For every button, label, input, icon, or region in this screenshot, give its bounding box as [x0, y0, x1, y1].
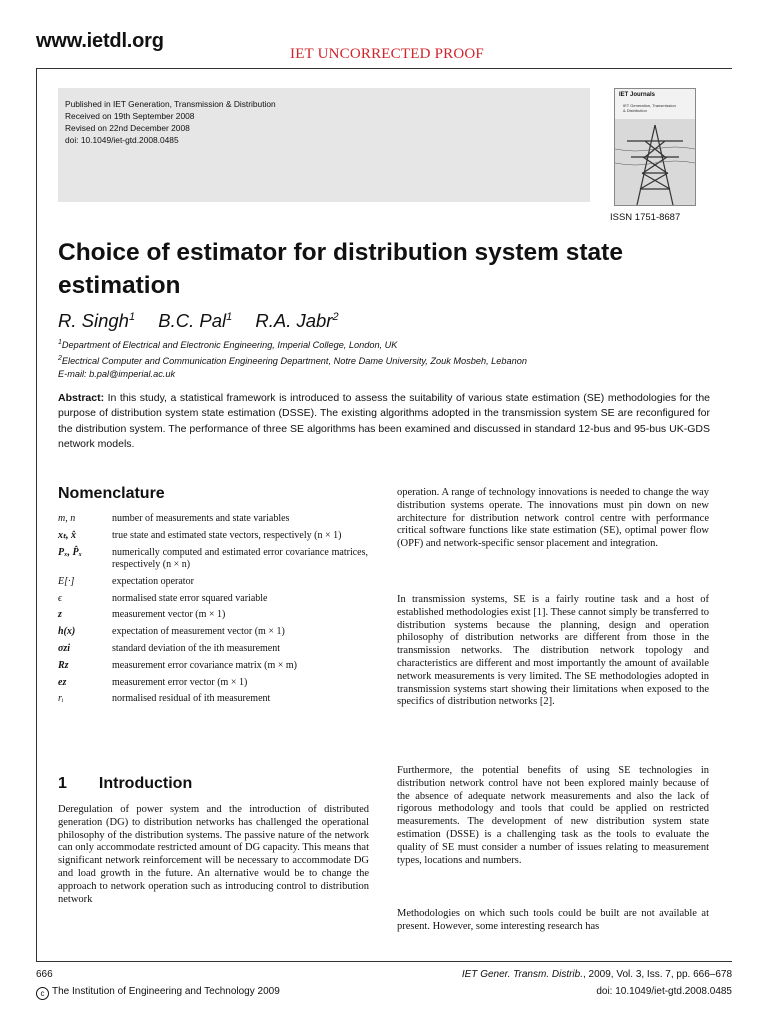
top-rule [36, 68, 732, 69]
nomenclature-item [58, 530, 368, 543]
author-name: R. Singh [58, 310, 129, 331]
nomenclature-symbol: ez [58, 676, 67, 688]
copyright-icon: c [36, 987, 49, 1000]
journal-name: IET Gener. Transm. Distrib. [461, 969, 583, 980]
nomenclature-description: measurement vector (m × 1) [112, 609, 226, 621]
nomenclature-description: normalised residual of ith measurement [112, 693, 271, 705]
nomenclature-symbol: Pₓ, P̂ₓ [58, 546, 83, 558]
author-affiliation-mark: 1 [226, 310, 233, 323]
nomenclature-item [58, 660, 368, 673]
cover-brand: IET Journals [619, 92, 656, 98]
abstract-text: In this study, a statistical framework is introduced to assess the suitability of various state estimation (SE) methodologies for the purpose of distribution system state estimation (DSSE). The existing algorithms adopted in the transmission system SE are reconfigured for the distribution system. The performance of three SE algorithms has been examined and discussed in standard 12-bus and 95-bus UK-GDS network models. [58, 392, 710, 451]
introduction-heading [58, 775, 192, 793]
nomenclature-description: numerically computed and estimated error covariance matrices, respectively (n × n) [112, 546, 368, 571]
publication-info [65, 98, 276, 146]
nomenclature-symbol: rᵢ [58, 693, 64, 705]
nomenclature-symbol: E[·] [58, 575, 75, 587]
nomenclature-item [58, 547, 368, 572]
nomenclature-symbol: h(x) [58, 626, 76, 638]
received-line: Received on 19th September 2008 [65, 111, 195, 121]
affiliation [58, 336, 527, 352]
journal-cover-image [614, 88, 696, 206]
nomenclature-symbol: m, n [58, 513, 76, 524]
author-affiliation-mark: 2 [332, 310, 339, 323]
nomenclature-item [58, 643, 368, 656]
nomenclature-description: measurement error vector (m × 1) [112, 676, 248, 688]
corresponding-email[interactable]: E-mail: b.pal@imperial.ac.uk [58, 369, 176, 380]
nomenclature-heading: Nomenclature [58, 485, 165, 502]
author[interactable] [255, 310, 338, 331]
nomenclature-symbol: σzi [58, 643, 71, 655]
nomenclature-item [58, 513, 368, 526]
nomenclature-description: expectation of measurement vector (m × 1) [112, 626, 285, 638]
nomenclature-description: measurement error covariance matrix (m × m) [112, 659, 297, 671]
nomenclature-item [58, 609, 368, 622]
body-paragraph: operation. A range of technology innovations is needed to change the way distribution systems operate. The innovations must pin down on new architecture for distribution network control centre with performance critical software functions like state estimation (SE), optimal power flow (OPF) and network-specific sensor placement and integration. [397, 487, 709, 550]
copyright [36, 986, 280, 1000]
site-url[interactable]: www.ietdl.org [36, 30, 164, 52]
nomenclature-item [58, 677, 368, 690]
author-name: B.C. Pal [158, 310, 227, 331]
nomenclature-description: normalised state error squared variable [112, 592, 268, 604]
page-number: 666 [36, 969, 53, 980]
author-list [58, 310, 357, 332]
nomenclature-description: standard deviation of the ith measurement [112, 643, 281, 655]
section-number: 1 [58, 775, 67, 792]
issn: ISSN 1751-8687 [610, 212, 681, 223]
affiliation-mark: 1 [58, 339, 62, 346]
author[interactable] [158, 310, 232, 331]
copyright-text: The Institution of Engineering and Technology 2009 [52, 986, 280, 997]
affiliation-text: Electrical Computer and Communication Engineering Department, Notre Dame University, Zouk Mosbeh, Lebanon [61, 356, 527, 367]
abstract [58, 391, 710, 453]
cover-title-line: & Distribution [623, 108, 647, 113]
affiliation-text: Department of Electrical and Electronic Engineering, Imperial College, London, UK [61, 340, 398, 351]
nomenclature-description: number of measurements and state variables [112, 513, 290, 524]
nomenclature-symbol: xₜ, x̂ [58, 529, 76, 541]
nomenclature-description: expectation operator [112, 575, 194, 587]
cover-title [623, 103, 683, 113]
author[interactable] [58, 310, 135, 331]
left-rule [36, 68, 37, 961]
journal-volume: , 2009, Vol. 3, Iss. 7, pp. 666–678 [583, 969, 732, 980]
abstract-label: Abstract: [58, 392, 105, 404]
cover-title-line: IET Generation, Transmission [623, 103, 676, 108]
bottom-rule [36, 961, 732, 962]
affiliations [58, 336, 527, 381]
body-paragraph: Methodologies on which such tools could be built are not available at present. However, some interesting research has [397, 908, 709, 932]
doi-line: doi: 10.1049/iet-gtd.2008.0485 [65, 135, 179, 145]
author-name: R.A. Jabr [255, 310, 333, 331]
nomenclature-symbol: z [58, 609, 62, 621]
journal-citation [462, 969, 732, 980]
nomenclature-item [58, 693, 368, 706]
affiliation [58, 352, 527, 368]
nomenclature-item [58, 593, 368, 606]
body-paragraph: Furthermore, the potential benefits of using SE technologies in distribution network control have not been explored mainly because of the absence of adequate network measurements and also the lack of rigorous methodology and tools that could be applied on restricted measurements. The development of new distribution system state estimation (DSSE) is a challenging task as the tools to evaluate the quality of SE must consider a number of issues relating to measurement types, locations and numbers. [397, 765, 709, 866]
paper-title: Choice of estimator for distribution system state estimation [58, 239, 623, 299]
proof-label: IET UNCORRECTED PROOF [290, 46, 484, 62]
nomenclature-item [58, 626, 368, 639]
pylon-icon [615, 119, 695, 205]
nomenclature-symbol: ϵ [58, 592, 63, 604]
footer-doi[interactable]: doi: 10.1049/iet-gtd.2008.0485 [596, 986, 732, 997]
revised-line: Revised on 22nd December 2008 [65, 123, 190, 133]
nomenclature-symbol: Rz [58, 659, 69, 671]
author-affiliation-mark: 1 [128, 310, 136, 323]
body-paragraph: In transmission systems, SE is a fairly routine task and a host of established methodologies exist [1]. These cannot simply be transferred to distribution systems because the planning, design and operation philosophy of distribution networks are different from those in the transmission networks. The distribution network topology and characteristics are different and most importantly the amount of available network measurements is very limited. The SE methodologies adopted in transmission systems start showing their limitations when exposed to the specifics of distribution networks [2]. [397, 594, 709, 708]
introduction-paragraph: Deregulation of power system and the introduction of distributed generation (DG) to distribution networks has challenged the operational philosophy of the distribution systems. The passive nature of the network can only accommodate restricted amount of DG capacity. This means that significant network reinforcement will be necessary to accommodate DG and load growth in the future. An alternative would be to change the approach to network operation such as introducing control to distribution network [58, 804, 369, 905]
nomenclature-description: true state and estimated state vectors, respectively (n × 1) [112, 529, 342, 541]
affiliation-mark: 2 [58, 355, 62, 363]
nomenclature-item [58, 576, 368, 589]
section-title: Introduction [98, 775, 193, 792]
nomenclature-list [58, 513, 368, 710]
published-in-line: Published in IET Generation, Transmission & Distribution [65, 99, 276, 109]
